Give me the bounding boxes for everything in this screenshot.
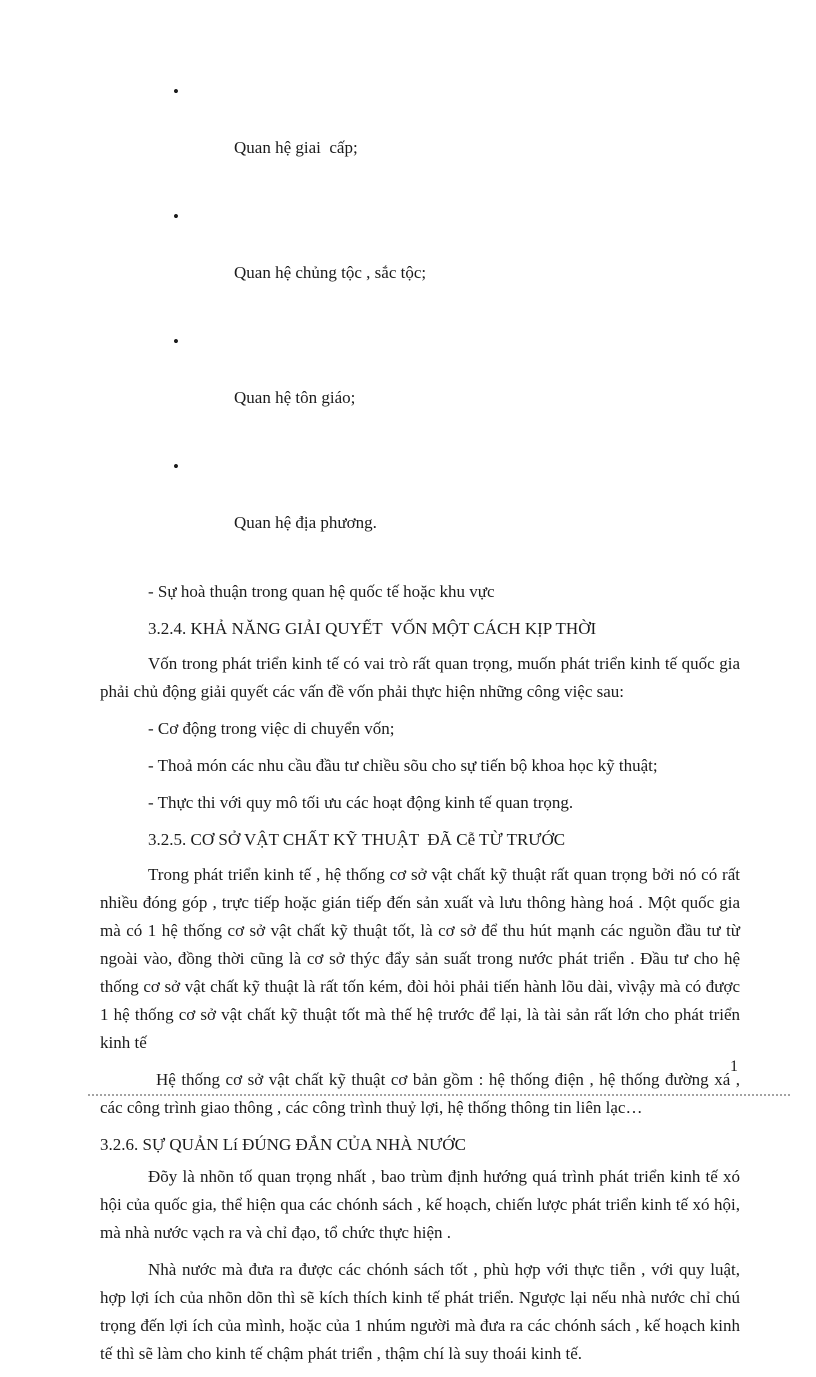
bullet-icon: •	[173, 332, 179, 351]
paragraph-325-1: Trong phát triển kinh tế , hệ thống cơ sở vật chất kỹ thuật rất quan trọng bởi nó có rất nhiều đóng góp , trực tiếp hoặc gián tiếp đến sản xuất và lưu thông hàng hoá . Một quốc gia mà có 1 hệ thống cơ sở vật chất kỹ thuật tốt, là cơ sở để thu hút mạnh các nguồn đầu tư từ ngoài vào, đồng thời cũng là cơ sở thýc đẩy sản suất trong nước phát triển . Đầu tư cho hệ thống cơ sở vật chất kỹ thuật là rất tốn kém, đòi hỏi phải tiến hành lõu dài, vìvậy mà có được 1 hệ thống cơ sở vật chất kỹ thuật tốt mà thế hệ trước để lại, là tài sản rất lớn cho phát triển kinh tế	[100, 865, 740, 1052]
dash-item-harmony: - Sự hoà thuận trong quan hệ quốc tế hoặc khu vực	[148, 582, 495, 601]
paragraph-325-2: Hệ thống cơ sở vật chất kỹ thuật cơ bản gồm : hệ thống điện , hệ thống đường xá , các công trình giao thông , các công trình thuỷ lợi, hệ thống thông tin liên lạc…	[100, 1070, 740, 1117]
page-number: 1	[730, 1058, 738, 1075]
paragraph-326-1: Đõy là nhõn tố quan trọng nhất , bao trùm định hướng quá trình phát triển kinh tế xó hội của quốc gia, thể hiện qua các chónh sách , kế hoạch, chiến lược phát triển kinh tế xó hội, mà nhà nước vạch ra và chỉ đạo, tổ chức thực hiện .	[100, 1167, 740, 1242]
dash-item-324-2: - Thoả món các nhu cầu đầu tư chiều sõu cho sự tiến bộ khoa học kỹ thuật;	[148, 756, 658, 775]
list-item	[100, 453, 740, 565]
paragraph-326-2: Nhà nước mà đưa ra được các chónh sách tốt , phù hợp với thực tiễn , với quy luật, hợp lợi ích của nhõn dõn thì sẽ kích thích kinh tế phát triển. Ngược lại nếu nhà nước chỉ chú trọng đến lợi ích của mình, hoặc của 1 nhúm người mà đưa ra các chónh sách , kế hoạch kinh tế thì sẽ làm cho kinh tế chậm phát triển , thậm chí là suy thoái kinh tế.	[100, 1260, 740, 1363]
list-item	[100, 78, 740, 190]
bullet-item-text: Quan hệ giai cấp;	[234, 138, 358, 157]
bullet-icon: •	[173, 457, 179, 476]
bullet-icon: •	[173, 207, 179, 226]
relations-bullet-list	[100, 78, 740, 565]
section-heading-324: 3.2.4. KHẢ NĂNG GIẢI QUYẾT VỐN MỘT CÁCH KỊP THỜI	[148, 619, 597, 638]
section-heading-326: 3.2.6. SỰ QUẢN Lí ĐÚNG ĐẮN CỦA NHÀ NƯỚC	[100, 1135, 466, 1154]
bullet-item-text: Quan hệ địa phương.	[234, 513, 377, 532]
dash-item-324-3: - Thực thi với quy mô tối ưu các hoạt động kinh tế quan trọng.	[148, 793, 574, 812]
paragraph-324-intro: Vốn trong phát triển kinh tế có vai trò rất quan trọng, muốn phát triển kinh tế quốc gia phải chủ động giải quyết các vấn đề vốn phải thực hiện những công việc sau:	[100, 654, 740, 701]
footer-divider	[88, 1094, 790, 1096]
section-heading-325: 3.2.5. CƠ SỞ VẬT CHẤT KỸ THUẬT ĐÃ Cễ TỪ TRƯỚC	[148, 830, 566, 849]
list-item	[100, 203, 740, 315]
page-content	[100, 78, 740, 1377]
bullet-icon: •	[173, 82, 179, 101]
list-item	[100, 328, 740, 440]
dash-item-324-1: - Cơ động trong việc di chuyển vốn;	[148, 719, 395, 738]
bullet-item-text: Quan hệ tôn giáo;	[234, 388, 356, 407]
bullet-item-text: Quan hệ chủng tộc , sắc tộc;	[234, 263, 427, 282]
